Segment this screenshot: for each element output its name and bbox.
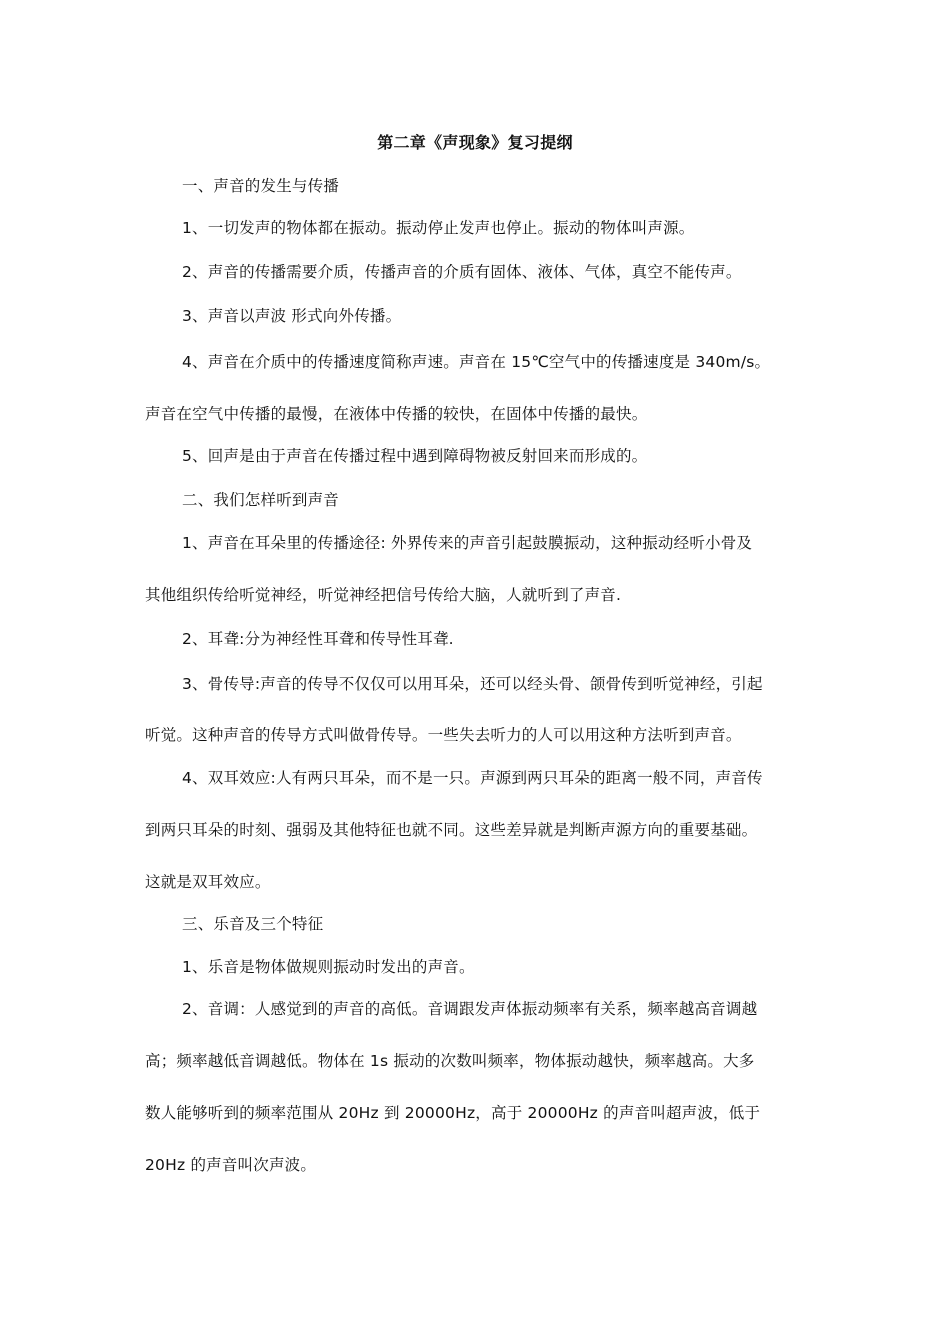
paragraph-line: 到两只耳朵的时刻、强弱及其他特征也就不同。这些差异就是判断声源方向的重要基础。 (145, 821, 758, 839)
document-title: 第二章《声现象》复习提纲 (377, 133, 573, 152)
paragraph-line: 这就是双耳效应。 (145, 873, 271, 891)
paragraph-line: 5、回声是由于声音在传播过程中遇到障碍物被反射回来而形成的。 (182, 447, 648, 465)
paragraph-line: 高；频率越低音调越低。物体在 1s 振动的次数叫频率，物体振动越快，频率越高。大多 (145, 1052, 755, 1070)
paragraph-line: 数人能够听到的频率范围从 20Hz 到 20000Hz，高于 20000Hz 的声音叫超声波，低于 (145, 1104, 761, 1122)
paragraph-line: 2、音调：人感觉到的声音的高低。音调跟发声体振动频率有关系，频率越高音调越 (182, 1000, 758, 1018)
section-heading-3: 三、乐音及三个特征 (182, 915, 324, 933)
paragraph-line: 2、声音的传播需要介质，传播声音的介质有固体、液体、气体，真空不能传声。 (182, 263, 742, 281)
section-heading-1: 一、声音的发生与传播 (182, 177, 340, 195)
paragraph-line: 2、耳聋:分为神经性耳聋和传导性耳聋. (182, 630, 454, 648)
paragraph-line: 4、双耳效应:人有两只耳朵，而不是一只。声源到两只耳朵的距离一般不同，声音传 (182, 769, 763, 787)
paragraph-line: 1、乐音是物体做规则振动时发出的声音。 (182, 958, 475, 976)
paragraph-line: 3、骨传导:声音的传导不仅仅可以用耳朵，还可以经头骨、颌骨传到听觉神经，引起 (182, 675, 763, 693)
paragraph-line: 4、声音在介质中的传播速度简称声速。声音在 15℃空气中的传播速度是 340m/s。 (182, 353, 771, 371)
paragraph-line: 听觉。这种声音的传导方式叫做骨传导。一些失去听力的人可以用这种方法听到声音。 (145, 726, 742, 744)
paragraph-line: 1、声音在耳朵里的传播途径: 外界传来的声音引起鼓膜振动，这种振动经听小骨及 (182, 534, 753, 552)
paragraph-line: 3、声音以声波 形式向外传播。 (182, 307, 402, 325)
paragraph-line: 声音在空气中传播的最慢，在液体中传播的较快，在固体中传播的最快。 (145, 405, 648, 423)
paragraph-line: 1、一切发声的物体都在振动。振动停止发声也停止。振动的物体叫声源。 (182, 219, 695, 237)
section-heading-2: 二、我们怎样听到声音 (182, 491, 340, 509)
paragraph-line: 20Hz 的声音叫次声波。 (145, 1156, 317, 1174)
paragraph-line: 其他组织传给听觉神经，听觉神经把信号传给大脑，人就听到了声音. (145, 586, 622, 604)
